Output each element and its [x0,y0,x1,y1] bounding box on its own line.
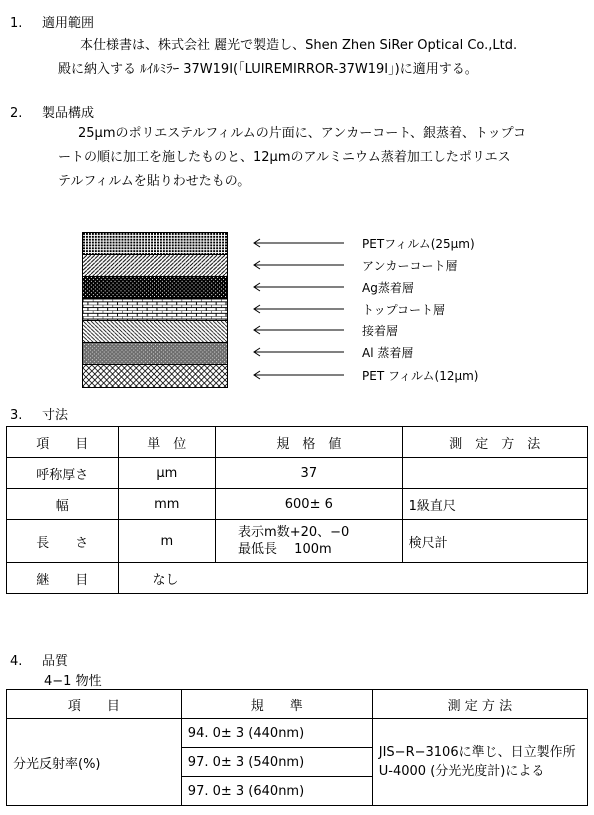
header-cell: 単 位 [118,427,216,458]
table-cell: 600± 6 [216,489,403,520]
header-cell: 規 格 値 [216,427,403,458]
table-header-row [7,427,588,458]
table-cell: 97. 0± 3 (640nm) [181,777,372,806]
table-cell: 継 目 [7,563,119,594]
table-cell: 幅 [7,489,119,520]
header-cell: 項 目 [7,427,119,458]
spec-line: 表示m数+20、−0 [238,525,350,540]
table-cell: なし [118,563,587,594]
layer-ag-deposition [83,277,227,299]
arrow-icon [252,370,344,380]
section-title: 適用範囲 [42,16,95,31]
section-2-line-3: テルフィルムを貼りわせたもの。 [58,174,251,189]
section-1-line-2: 殿に納入する ﾙｲﾙﾐﾗｰ 37W19I(「LUIREMIRROR-37W19I」)に適用する。 [58,62,478,77]
table-cell [402,458,587,489]
section-2-line-1: 25μmのポリエステルフィルムの片面に、アンカーコート、銀蒸着、トップコ [78,126,527,141]
section-title: 製品構成 [42,106,95,121]
section-number: 2. [10,106,23,121]
table-row [7,458,588,489]
layer-label-ag: Ag蒸着層 [362,281,414,295]
table-row [7,563,588,594]
section-1-heading [10,12,94,31]
layer-anchor-coat [83,255,227,277]
section-number: 4. [10,654,23,669]
table-cell: JIS−R−3106に準じ、日立製作所 U-4000 (分光光度計)による [372,719,587,806]
layer-label-pet-12: PET フィルム(12μm) [362,369,479,383]
table-cell: μm [118,458,216,489]
layer-label-top-coat: トップコート層 [362,303,446,317]
section-title: 品質 [42,654,69,669]
arrow-icon [252,282,344,292]
header-cell: 項 目 [7,690,182,719]
section-4-heading [10,650,68,669]
physical-properties-table [6,689,588,806]
table-cell: 分光反射率(%) [7,719,182,806]
table-cell: 1級直尺 [402,489,587,520]
layer-label-anchor-coat: アンカーコート層 [362,259,458,273]
layer-al-deposition [83,343,227,365]
table-row [7,719,588,748]
table-cell [216,520,403,563]
section-number: 1. [10,16,23,31]
table-row [7,520,588,563]
table-cell: 呼称厚さ [7,458,119,489]
arrow-icon [252,347,344,357]
layer-adhesive [83,321,227,343]
dimensions-table [6,426,588,594]
section-title: 寸法 [42,408,69,423]
layer-label-pet-25: PETフィルム(25μm) [362,237,475,251]
header-cell: 測 定 方 法 [402,427,587,458]
header-cell: 測 定 方 法 [372,690,587,719]
table-row [7,489,588,520]
spec-line: 最低長 100m [238,542,332,557]
layer-top-coat [83,299,227,321]
layer-pet-12 [83,365,227,387]
table-cell: 97. 0± 3 (540nm) [181,748,372,777]
section-2-line-2: ートの順に加工を施したものと、12μmのアルミニウム蒸着加工したポリエス [58,150,511,165]
layer-label-al: Al 蒸着層 [362,346,414,360]
section-1-line-1: 本仕様書は、株式会社 麗光で製造し、Shen Zhen SiRer Optical Co.,Ltd. [80,38,518,53]
table-cell: m [118,520,216,563]
arrow-icon [252,260,344,270]
arrow-icon [252,238,344,248]
table-header-row [7,690,588,719]
layer-structure-diagram [82,232,228,388]
table-cell: mm [118,489,216,520]
section-3-heading [10,404,68,423]
table-cell: 長 さ [7,520,119,563]
header-cell: 規 準 [181,690,372,719]
section-number: 3. [10,408,23,423]
section-2-heading [10,102,94,121]
subsection-title: 4−1 物性 [44,674,102,689]
layer-pet-25 [83,233,227,255]
table-cell: 検尺計 [402,520,587,563]
table-cell: 94. 0± 3 (440nm) [181,719,372,748]
layer-label-adhesive: 接着層 [362,324,399,338]
arrow-icon [252,304,344,314]
arrow-icon [252,325,344,335]
table-cell: 37 [216,458,403,489]
